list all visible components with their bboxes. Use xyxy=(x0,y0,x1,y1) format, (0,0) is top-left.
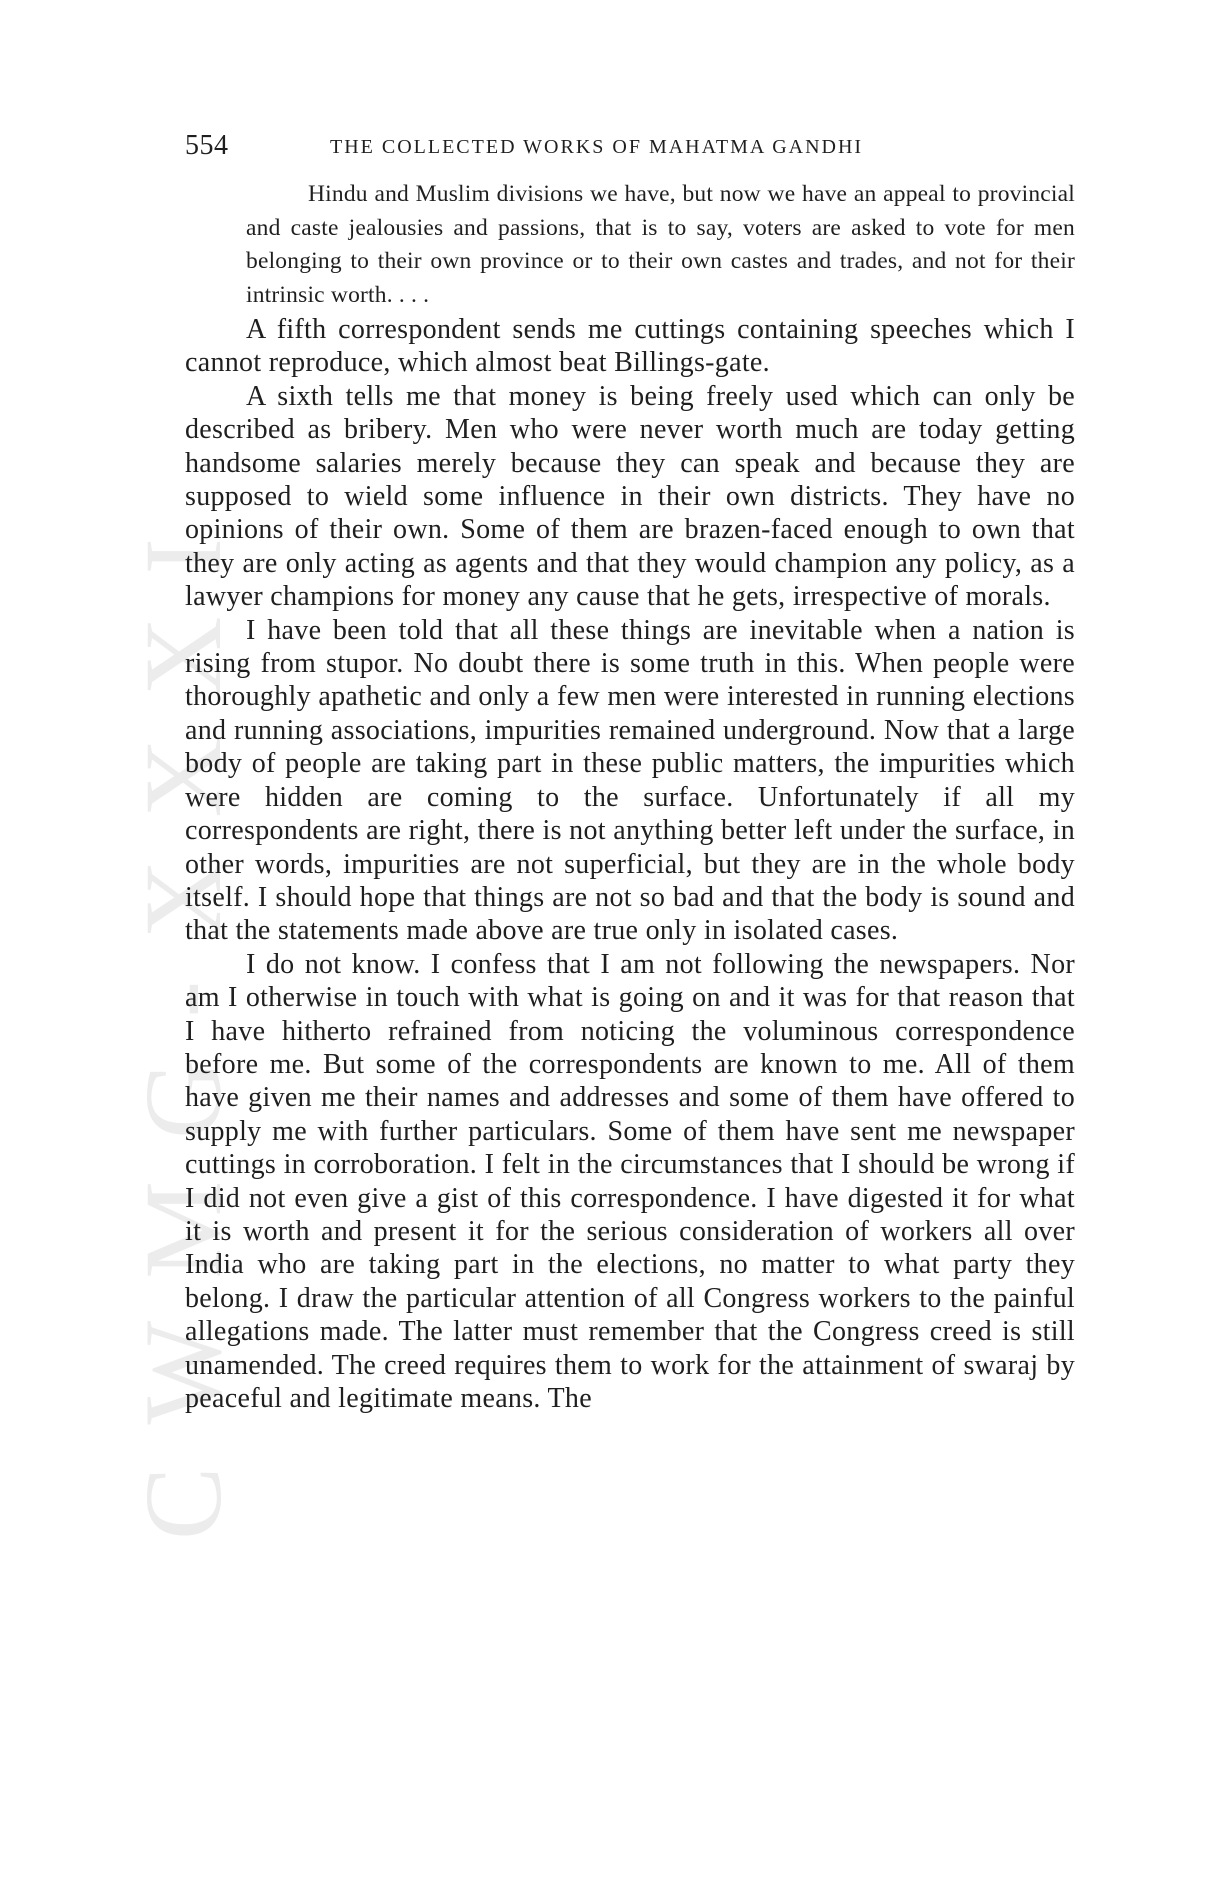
page-header xyxy=(185,130,1075,170)
quote-paragraph: Hindu and Muslim divisions we have, but now we have an appeal to provincial and caste jealousies and passions, that is to say, voters are asked to vote for men belonging to their own province or to their own castes and trades, and not for their intrinsic worth. . . . xyxy=(246,181,1075,308)
running-head: THE COLLECTED WORKS OF MAHATMA GANDHI xyxy=(330,136,864,158)
body-text xyxy=(185,313,1075,1415)
paragraph-1: A fifth correspondent sends me cuttings containing speeches which I cannot reproduce, which almost beat Billings-gate. xyxy=(185,314,1075,379)
text-block xyxy=(185,178,1075,1415)
block-quote xyxy=(185,178,1075,312)
paragraph-4: I do not know. I confess that I am not following the newspapers. Nor am I otherwise in touch with what is going on and it was for that reason that I have hitherto refrained from noticing the voluminous correspondence before me. But some of the correspondents are known to me. All of them have given me their names and addresses and some of them have offered to supply me with further particulars. Some of them have sent me newspaper cuttings in corroboration. I felt in the circumstances that I should be wrong if I did not even give a gist of this correspondence. I have digested it for what it is worth and present it for the serious consideration of workers all over India who are taking part in the elections, no matter to what party they belong. I draw the particular attention of all Congress workers to the painful allegations made. The latter must remember that the Congress creed is still unamended. The creed requires them to work for the attainment of swaraj by peaceful and legitimate means. The xyxy=(185,948,1075,1414)
page-number: 554 xyxy=(185,130,229,161)
paragraph-2: A sixth tells me that money is being freely used which can only be described as bribery. Men who were never worth much are today getting handsome salaries merely because they can speak and because they are supposed to wield some influence in their own districts. They have no opinions of their own. Some of them are brazen-faced enough to own that they are only acting as agents and that they would champion any policy, as a lawyer champions for money any cause that he gets, irrespective of morals. xyxy=(185,380,1075,613)
paragraph-3: I have been told that all these things are inevitable when a nation is rising from stupor. No doubt there is some truth in this. When people were thoroughly apathetic and only a few men were interested in running elections and running associations, impurities remained underground. Now that a large body of people are taking part in these public matters, the impurities which were hidden are coming to the surface. Unfortunately if all my correspondents are right, there is not anything better left under the surface, in other words, impurities are not superficial, but they are in the whole body itself. I should hope that things are not so bad and that the body is sound and that the statements made above are true only in isolated cases. xyxy=(185,614,1075,947)
watermark: CWMG-XXXI xyxy=(122,495,244,1540)
